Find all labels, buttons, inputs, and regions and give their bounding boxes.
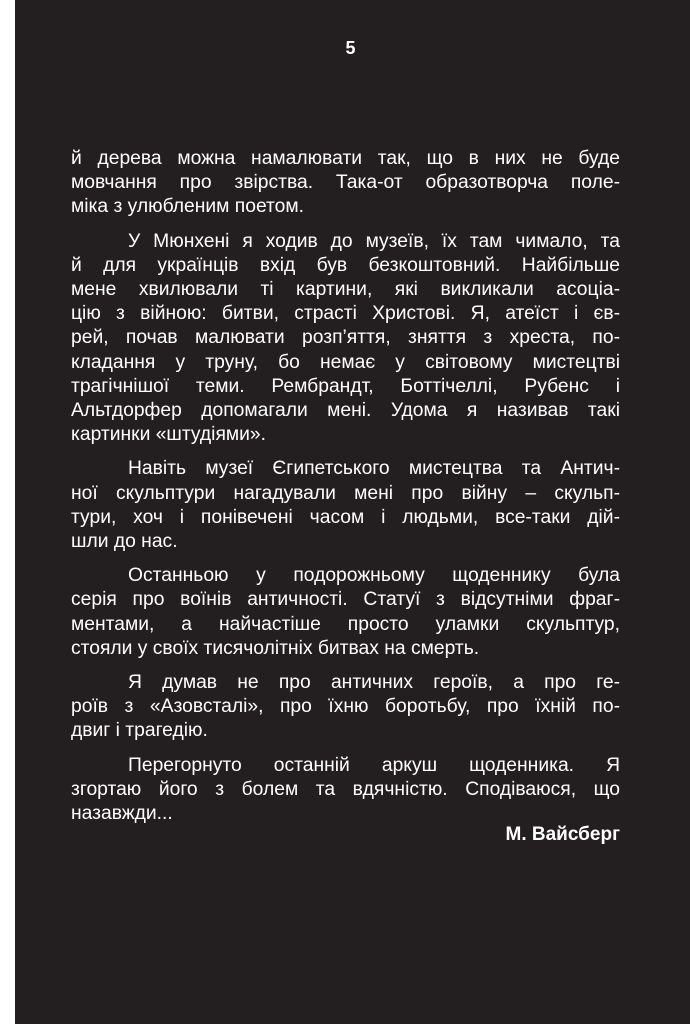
text-line: цію з війною: битви, страсті Христові. Я, атеїст і єв- bbox=[71, 303, 620, 325]
text-line: двиг і трагедію. bbox=[71, 720, 208, 742]
text-line: картинки «штудіями». bbox=[71, 424, 267, 446]
text-line: Перегорнуто останній аркуш щоденника. Я bbox=[128, 754, 620, 776]
text-line: тури, хоч і понівечені часом і людьми, все-таки дій- bbox=[71, 506, 620, 528]
paragraph bbox=[71, 564, 620, 661]
text-line: серія про воїнів античності. Статуї з відсутніми фраг- bbox=[71, 589, 620, 611]
page-number: 5 bbox=[345, 38, 356, 58]
text-line: назавжди... bbox=[71, 803, 173, 825]
text-line: шли до нас. bbox=[71, 531, 178, 553]
text-line: й для українців вхід був безкоштовний. Найбільше bbox=[71, 254, 620, 276]
text-line: Навіть музеї Єгипетського мистецтва та Антич- bbox=[128, 458, 620, 480]
text-line: У Мюнхені я ходив до музеїв, їх там чимало, та bbox=[128, 230, 620, 252]
paragraph bbox=[71, 147, 620, 220]
text-line: Альтдорфер допомагали мені. Удома я називав такі bbox=[71, 400, 620, 422]
author-signature: М. Вайсберг bbox=[505, 824, 620, 845]
text-line: стояли у своїх тисячолітніх битвах на смерть. bbox=[71, 637, 480, 659]
text-line: кладання у труну, бо немає у світовому мистецтві bbox=[71, 351, 620, 373]
text-line: міка з улюбленим поетом. bbox=[71, 196, 304, 218]
text-line: й дерева можна намалювати так, що в них не буде bbox=[71, 148, 620, 169]
text-line: трагічнішої теми. Рембрандт, Боттічеллі, Рубенс і bbox=[71, 375, 620, 397]
text-line: ментами, а найчастіше просто уламки скульптур, bbox=[71, 613, 620, 635]
text-line: рей, почав малювати розп’яття, зняття з хреста, по- bbox=[71, 327, 620, 349]
text-line: Останньою у подорожньому щоденнику була bbox=[128, 565, 620, 587]
paragraph bbox=[71, 457, 620, 554]
paragraph bbox=[71, 671, 620, 744]
text-line: роїв з «Азовсталі», про їхню боротьбу, про їхній по- bbox=[71, 696, 620, 718]
text-line: ної скульптури нагадували мені про війну – скульп- bbox=[71, 482, 620, 504]
text-line: мовчання про звірства. Така-от образотворча поле- bbox=[71, 172, 620, 194]
paragraph bbox=[71, 230, 620, 448]
text-line: Я думав не про античних героїв, а про ге- bbox=[128, 672, 620, 694]
text-line: мене хвилювали ті картини, які викликали асоціа- bbox=[71, 279, 620, 301]
paragraph bbox=[71, 754, 620, 827]
text-line: згортаю його з болем та вдячністю. Сподіваюся, що bbox=[71, 778, 620, 800]
body-text bbox=[71, 147, 620, 836]
book-page bbox=[15, 0, 690, 1024]
